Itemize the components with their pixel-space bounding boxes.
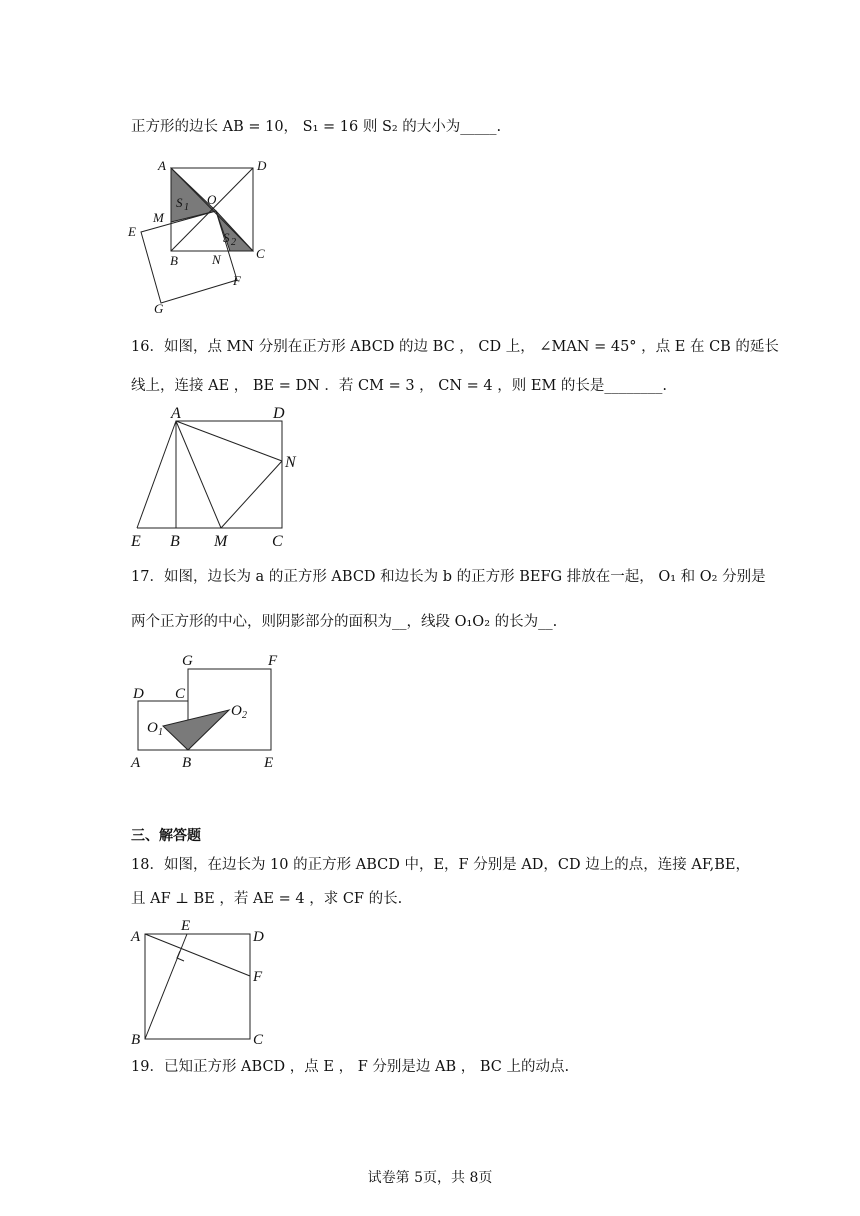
- label-m: M: [214, 533, 228, 550]
- label-e: E: [128, 224, 136, 239]
- q16-text-1: 16．如图，点 MN 分别在正方形 ABCD 的边 BC ， CD 上， ∠MAN = 45° ，点 E 在 CB 的延长: [131, 339, 779, 355]
- label-d: D: [133, 686, 144, 702]
- label-o2-sub: 2: [242, 710, 247, 721]
- label-c: C: [253, 1032, 264, 1048]
- square-abcd: [176, 421, 282, 528]
- q18-text-2: 且 AF ⊥ BE ，若 AE = 4 ，求 CF 的长.: [131, 891, 403, 907]
- label-c: C: [175, 686, 186, 702]
- label-e: E: [131, 533, 141, 550]
- label-a: A: [171, 405, 181, 422]
- label-d: D: [253, 929, 264, 945]
- q15-text: 正方形的边长 AB = 10， S₁ = 16 则 S₂ 的大小为_____.: [131, 119, 502, 135]
- figure-q18: [125, 913, 275, 1048]
- label-n: N: [285, 454, 296, 471]
- label-b: B: [182, 755, 192, 771]
- label-g: G: [182, 653, 193, 669]
- label-o: O: [207, 192, 217, 207]
- label-d: D: [273, 405, 285, 422]
- segment-ea: [137, 421, 176, 528]
- label-a: A: [158, 158, 166, 173]
- figure-q17: [125, 650, 295, 775]
- q17-text-2: 两个正方形的中心，则阴影部分的面积为__，线段 O₁O₂ 的长为__.: [131, 614, 558, 630]
- q19-text-1: 19．已知正方形 ABCD ，点 E ， F 分别是边 AB ， BC 上的动点.: [131, 1059, 570, 1075]
- label-o1: O: [147, 720, 158, 736]
- q17-text-1: 17．如图，边长为 a 的正方形 ABCD 和边长为 b 的正方形 BEFG 排放在一起， O₁ 和 O₂ 分别是: [131, 569, 766, 585]
- label-b: B: [170, 533, 180, 550]
- section-title-answers: 三、解答题: [131, 828, 201, 844]
- segment-af: [145, 934, 250, 976]
- label-s2-sub: 2: [231, 237, 236, 248]
- label-f: F: [253, 969, 263, 985]
- label-f: F: [268, 653, 278, 669]
- label-a: A: [131, 755, 141, 771]
- figure-q15: [120, 150, 280, 320]
- label-o1-sub: 1: [158, 727, 163, 738]
- label-s2: S: [223, 230, 230, 245]
- segment-am: [176, 421, 221, 528]
- label-f: F: [233, 273, 241, 288]
- label-a: A: [131, 929, 141, 945]
- segment-an: [176, 421, 282, 461]
- right-angle-mark: [177, 951, 184, 961]
- segment-be: [145, 934, 187, 1039]
- label-b: B: [131, 1032, 141, 1048]
- label-b: B: [170, 253, 178, 268]
- label-d: D: [257, 158, 267, 173]
- page-footer: 试卷第 5页，共 8页: [367, 1170, 493, 1186]
- segment-mn: [221, 461, 282, 528]
- label-s1-sub: 1: [184, 202, 189, 213]
- label-g: G: [154, 301, 164, 316]
- label-c: C: [256, 246, 265, 261]
- label-n: N: [212, 252, 221, 267]
- label-c: C: [272, 533, 283, 550]
- q16-text-2: 线上，连接 AE ， BE = DN ．若 CM = 3 ， CN = 4 ，则 EM 的长是________.: [131, 378, 668, 394]
- label-m: M: [153, 210, 164, 225]
- label-o2: O: [231, 703, 242, 719]
- label-s1: S: [176, 195, 183, 210]
- label-e: E: [181, 918, 191, 934]
- figure-q16: [125, 400, 315, 550]
- q18-text-1: 18．如图，在边长为 10 的正方形 ABCD 中，E，F 分别是 AD，CD 边上的点，连接 AF,BE，: [131, 857, 750, 873]
- shaded-triangle: [163, 710, 229, 750]
- label-e: E: [264, 755, 274, 771]
- square-abcd: [145, 934, 250, 1039]
